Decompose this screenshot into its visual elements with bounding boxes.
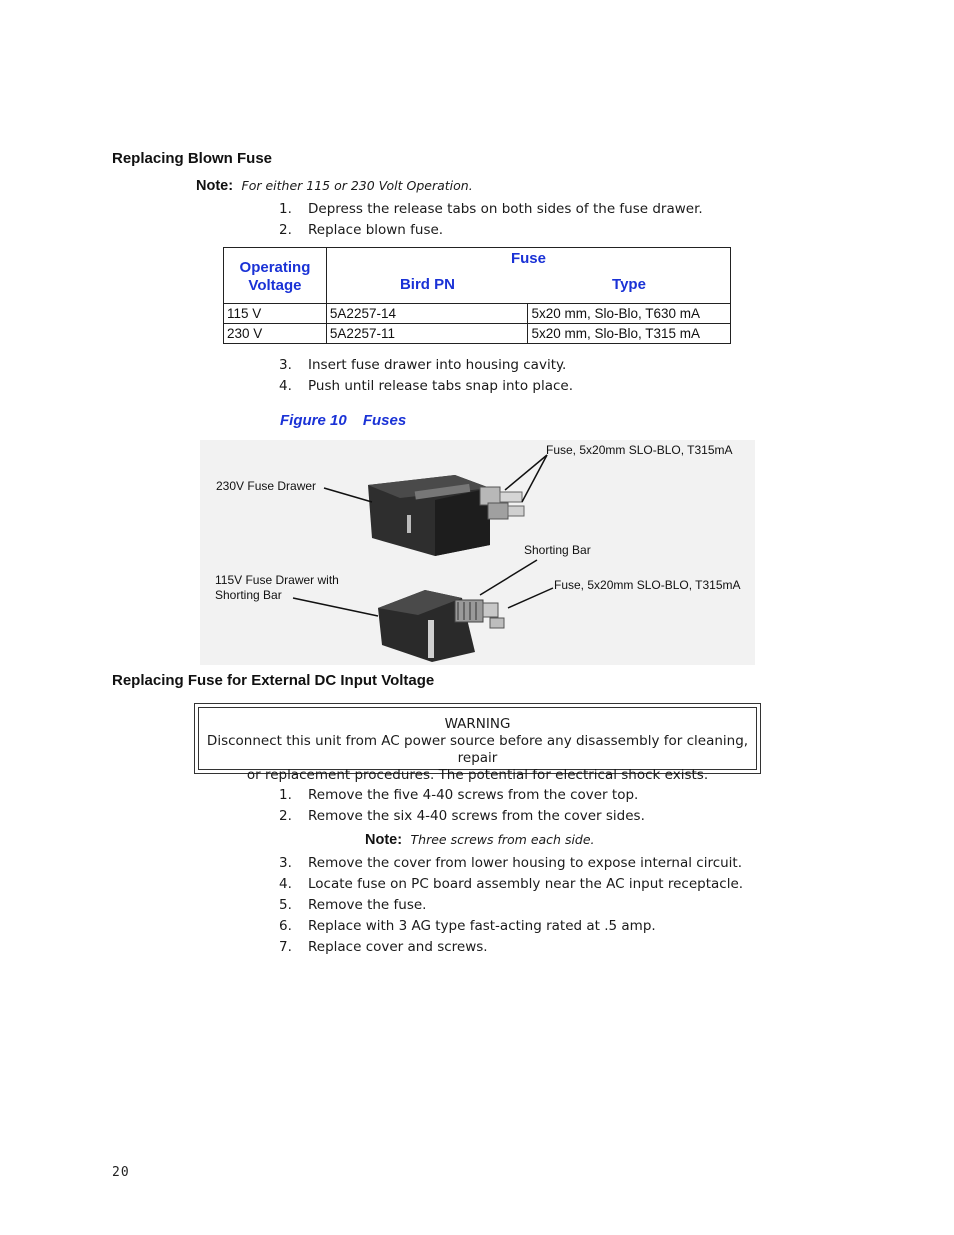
note-label: Note:	[196, 178, 234, 194]
fuse-drawers-illustration	[200, 440, 755, 665]
cell-voltage: 230 V	[224, 324, 327, 344]
list-item: 5. Remove the fuse.	[279, 897, 427, 913]
callout-230v-drawer: 230V Fuse Drawer	[216, 479, 317, 493]
section-title-dc-input: Replacing Fuse for External DC Input Voltage	[112, 672, 435, 689]
list-item: 7. Replace cover and screws.	[279, 939, 488, 955]
figure-caption	[280, 412, 406, 429]
note-text: Three screws from each side.	[410, 832, 595, 847]
note-text: For either 115 or 230 Volt Operation.	[241, 178, 473, 193]
fuse-table	[223, 247, 731, 344]
figure-title: Fuses	[362, 412, 407, 429]
callout-115v-drawer-line1: 115V Fuse Drawer with	[215, 573, 339, 587]
cell-voltage: 115 V	[224, 304, 327, 324]
warning-title: WARNING	[444, 716, 511, 732]
table-row	[224, 324, 731, 344]
note	[196, 177, 473, 195]
list-item: 4. Push until release tabs snap into place.	[279, 378, 574, 394]
list-item: 3. Remove the cover from lower housing to expose internal circuit.	[279, 855, 743, 871]
list-item: 1. Depress the release tabs on both sides of the fuse drawer.	[279, 201, 703, 217]
section-title-blown-fuse: Replacing Blown Fuse	[112, 150, 273, 167]
note-label: Note:	[365, 832, 403, 848]
header-operating-voltage: Operating Voltage	[224, 248, 327, 304]
callout-fuse-top: Fuse, 5x20mm SLO-BLO, T315mA	[546, 443, 733, 457]
cell-type: 5x20 mm, Slo-Blo, T315 mA	[528, 324, 731, 344]
header-fuse: Fuse	[326, 248, 730, 276]
list-item: 4. Locate fuse on PC board assembly near the AC input receptacle.	[279, 876, 744, 892]
callout-shorting-bar: Shorting Bar	[524, 543, 591, 557]
page-number: 20	[112, 1165, 130, 1180]
cell-pn: 5A2257-14	[326, 304, 528, 324]
warning-line-2: or replacement procedures. The potential for electrical shock exists.	[246, 767, 709, 783]
list-item: 3. Insert fuse drawer into housing cavity.	[279, 357, 567, 373]
list-item: 2. Replace blown fuse.	[279, 222, 444, 238]
figure-label: Figure 10	[280, 412, 347, 429]
list-item: 1. Remove the five 4-40 screws from the cover top.	[279, 787, 639, 803]
note	[365, 831, 595, 849]
warning-line-1: Disconnect this unit from AC power source before any disassembly for cleaning, repair	[206, 733, 749, 766]
warning-box	[194, 703, 761, 783]
header-type: Type	[528, 276, 731, 304]
list-item: 6. Replace with 3 AG type fast-acting rated at .5 amp.	[279, 918, 656, 934]
cell-type: 5x20 mm, Slo-Blo, T630 mA	[528, 304, 731, 324]
callout-fuse-bottom: Fuse, 5x20mm SLO-BLO, T315mA	[554, 578, 741, 592]
table-row	[224, 304, 731, 324]
cell-pn: 5A2257-11	[326, 324, 528, 344]
callout-115v-drawer-line2: Shorting Bar	[215, 588, 282, 602]
header-bird-pn: Bird PN	[326, 276, 528, 304]
list-item: 2. Remove the six 4-40 screws from the cover sides.	[279, 808, 645, 824]
